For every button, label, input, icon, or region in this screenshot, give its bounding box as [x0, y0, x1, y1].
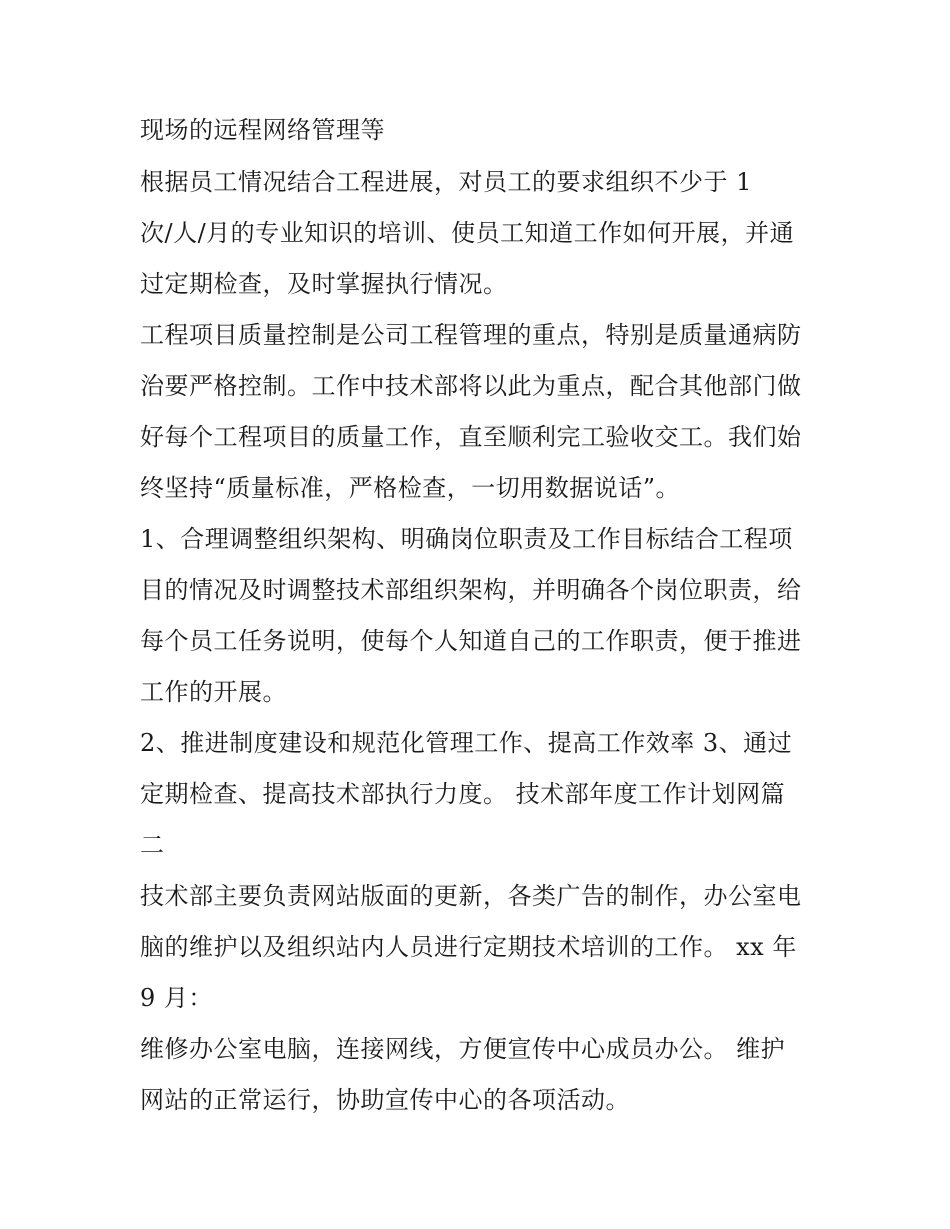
text-line: 过定期检查，及时掌握执行情况。 [140, 270, 508, 298]
text-line: 每个员工任务说明，使每个人知道自己的工作职责，便于推进 [140, 627, 802, 655]
text-line: 技术部主要负责网站版面的更新，各类广告的制作，办公室电 [140, 882, 802, 910]
text-line: 2、推进制度建设和规范化管理工作、提高工作效率 3、通过 [140, 729, 793, 757]
text-line: 网站的正常运行，协助宣传中心的各项活动。 [140, 1086, 630, 1114]
text-line: 工作的开展。 [140, 678, 287, 706]
text-line: 脑的维护以及组织站内人员进行定期技术培训的工作。 xx 年 [140, 933, 797, 961]
text-line: 1、合理调整组织架构、明确岗位职责及工作目标结合工程项 [140, 525, 793, 553]
text-line: 次/人/月的专业知识的培训、使员工知道工作如何开展，并通 [140, 219, 795, 247]
text-line: 好每个工程项目的质量工作，直至顺利完工验收交工。我们始 [140, 423, 802, 451]
text-line: 维修办公室电脑，连接网线，方便宣传中心成员办公。 维护 [140, 1035, 786, 1063]
text-line: 终坚持“质量标准，严格检查，一切用数据说话”。 [140, 474, 681, 502]
text-line: 现场的远程网络管理等 [140, 116, 385, 144]
text-line: 工程项目质量控制是公司工程管理的重点，特别是质量通病防 [140, 321, 802, 349]
text-line: 9 月： [140, 984, 213, 1012]
text-line: 定期检查、提高技术部执行力度。 技术部年度工作计划网篇 [140, 780, 786, 808]
text-line: 根据员工情况结合工程进展，对员工的要求组织不少于 1 [140, 168, 752, 196]
text-line: 二 [140, 831, 165, 859]
text-line: 目的情况及时调整技术部组织架构，并明确各个岗位职责，给 [140, 576, 802, 604]
text-line: 治要严格控制。工作中技术部将以此为重点，配合其他部门做 [140, 372, 802, 400]
